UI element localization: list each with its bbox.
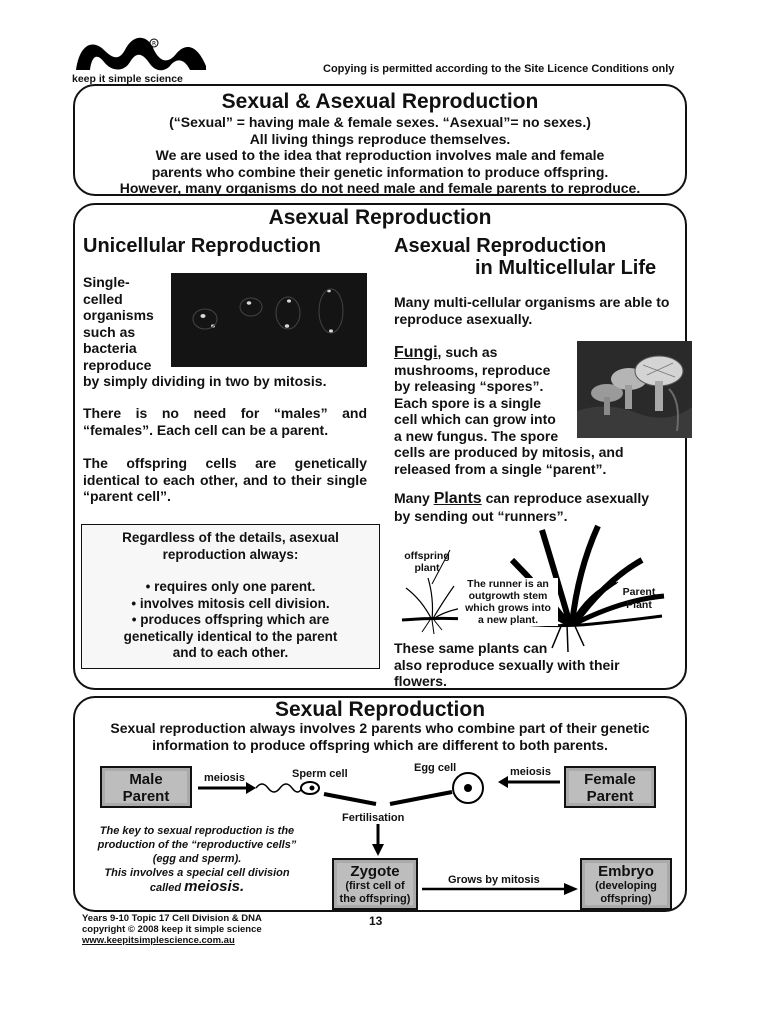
fertilisation-label: Fertilisation — [342, 812, 405, 824]
text-line: flowers. — [394, 673, 447, 689]
mitosis-arrow — [420, 882, 580, 896]
intro-text — [75, 114, 685, 197]
text-span: called — [149, 882, 185, 894]
mushroom-photo — [577, 341, 692, 438]
bacteria-photo — [171, 273, 367, 367]
text-line: production of the “reproductive cells” — [97, 839, 297, 851]
box-line: (first cell of — [345, 880, 405, 892]
summary-bullet: • requires only one parent. — [145, 579, 316, 594]
page-number: 13 — [369, 914, 383, 928]
intro-line: parents who combine their genetic information to produce offspring. — [151, 163, 609, 180]
summary-bullet: genetically identical to the parent — [123, 628, 338, 644]
copyright-notice: Copying is permitted according to the Site Licence Conditions only — [323, 63, 675, 75]
closing-text — [394, 640, 684, 690]
text-line: , such as — [437, 344, 498, 360]
summary-bullet: and to each other. — [172, 645, 289, 660]
box-line: Zygote — [350, 863, 400, 880]
key-note — [82, 824, 312, 895]
footer-line: Years 9-10 Topic 17 Cell Division & DNA — [82, 913, 262, 924]
svg-text:R: R — [152, 40, 157, 48]
unicellular-para2: There is no need for “males” and “females”. Each cell can be a parent. — [83, 405, 367, 438]
label-line: Parent — [622, 586, 656, 598]
label-line: Plant — [626, 599, 652, 611]
offspring-label — [394, 550, 460, 574]
asexual-title: Asexual Reproduction — [268, 206, 492, 229]
label-line: offspring — [404, 550, 450, 562]
label-line: which grows into — [465, 602, 551, 614]
intro-line: However, many organisms do not need male and female parents to reproduce. — [119, 180, 641, 196]
text-line: released from a single “parent”. — [394, 460, 607, 477]
multicellular-heading-2: in Multicellular Life — [475, 257, 657, 279]
unicellular-heading: Unicellular Reproduction — [83, 235, 321, 257]
label-line: outgrowth stem — [468, 590, 548, 602]
male-parent-box — [100, 766, 192, 808]
text-line: mushrooms, reproduce — [394, 361, 551, 378]
box-line: (developing — [595, 880, 657, 892]
text-line: (egg and sperm). — [152, 853, 242, 865]
parent-plant-label — [616, 586, 662, 612]
kiss-logo — [72, 36, 212, 85]
summary-box — [81, 524, 380, 669]
multicellular-heading-1: Asexual Reproduction — [394, 235, 607, 257]
text-line: by releasing “spores”. — [394, 378, 544, 394]
summary-bullet: • produces offspring which are — [131, 612, 330, 627]
box-line: the offspring) — [339, 893, 411, 905]
box-line: Embryo — [598, 863, 654, 880]
text-line: The key to sexual reproduction is the — [99, 825, 295, 837]
grows-label: Grows by mitosis — [448, 874, 540, 886]
text-line: reproduce — [83, 356, 152, 373]
text-line: also reproduce sexually with their — [394, 656, 620, 673]
page-title: Sexual & Asexual Reproduction — [221, 90, 539, 113]
runner-label — [458, 578, 558, 626]
zygote-box — [332, 858, 418, 910]
fungi-word: Fungi — [394, 344, 438, 361]
summary-intro: Regardless of the details, asexual — [122, 530, 339, 545]
sexual-intro — [73, 720, 687, 753]
footer-info — [82, 913, 262, 946]
text-line: such as — [83, 323, 136, 340]
sexual-title: Sexual Reproduction — [274, 698, 486, 721]
label-line: a new plant. — [477, 614, 539, 626]
footer-line: copyright © 2008 keep it simple science — [82, 924, 262, 935]
box-line: Parent — [122, 788, 170, 805]
label-line: The runner is an — [467, 578, 549, 590]
summary-bullet: • involves mitosis cell division. — [131, 595, 330, 611]
text-span: can reproduce asexually — [481, 490, 650, 506]
female-parent-box — [564, 766, 656, 808]
logo-wave-icon — [72, 36, 212, 72]
text-line: by sending out “runners”. — [394, 507, 568, 524]
meiosis-word: meiosis. — [184, 878, 245, 895]
text-line: organisms — [83, 307, 154, 323]
text-line: cell which can grow into — [394, 411, 556, 427]
label-line: plant — [414, 562, 440, 574]
box-line: Male — [129, 771, 163, 788]
embryo-box — [580, 858, 672, 910]
meiosis-right-label: meiosis — [510, 766, 551, 778]
text-line: Sexual reproduction always involves 2 parents who combine part of their genetic — [110, 720, 650, 736]
meiosis-left-label: meiosis — [204, 772, 245, 784]
box-line: Female — [584, 771, 636, 788]
egg-label: Egg cell — [414, 762, 457, 774]
box-line: Parent — [586, 788, 634, 805]
unicellular-para3: The offspring cells are genetically identical to each other, and to their single “parent cell”. — [83, 455, 367, 504]
intro-panel — [73, 84, 687, 196]
text-line: Each spore is a single — [394, 394, 542, 411]
logo-text: keep it simple science — [72, 73, 183, 85]
text-line: Single- — [83, 274, 130, 290]
intro-line: All living things reproduce themselves. — [249, 130, 511, 147]
plants-word: Plants — [433, 490, 482, 507]
text-line: This involves a special cell division — [104, 867, 290, 879]
text-line: celled — [83, 290, 123, 307]
plants-text — [394, 490, 694, 524]
intro-line: (“Sexual” = having male & female sexes. “Asexual”= no sexes.) — [169, 114, 591, 130]
multicellular-intro: Many multi-cellular organisms are able to reproduce asexually. — [394, 294, 670, 327]
text-line: a new fungus. The spore — [394, 427, 559, 444]
summary-intro: reproduction always: — [162, 546, 299, 562]
text-line: These same plants can — [394, 640, 548, 656]
unicellular-para1-tail: by simply dividing in two by mitosis. — [83, 373, 327, 389]
intro-line: We are used to the idea that reproduction involves male and female — [155, 147, 605, 163]
sperm-label: Sperm cell — [292, 768, 348, 780]
footer-link[interactable]: www.keepitsimplescience.com.au — [82, 935, 235, 946]
text-line: information to produce offspring which are different to both parents. — [152, 736, 608, 753]
text-span: Many — [394, 490, 434, 506]
text-line: cells are produced by mitosis, and — [394, 444, 624, 460]
unicellular-para1 — [83, 274, 173, 373]
text-line: bacteria — [83, 340, 137, 356]
box-line: offspring) — [600, 893, 652, 905]
